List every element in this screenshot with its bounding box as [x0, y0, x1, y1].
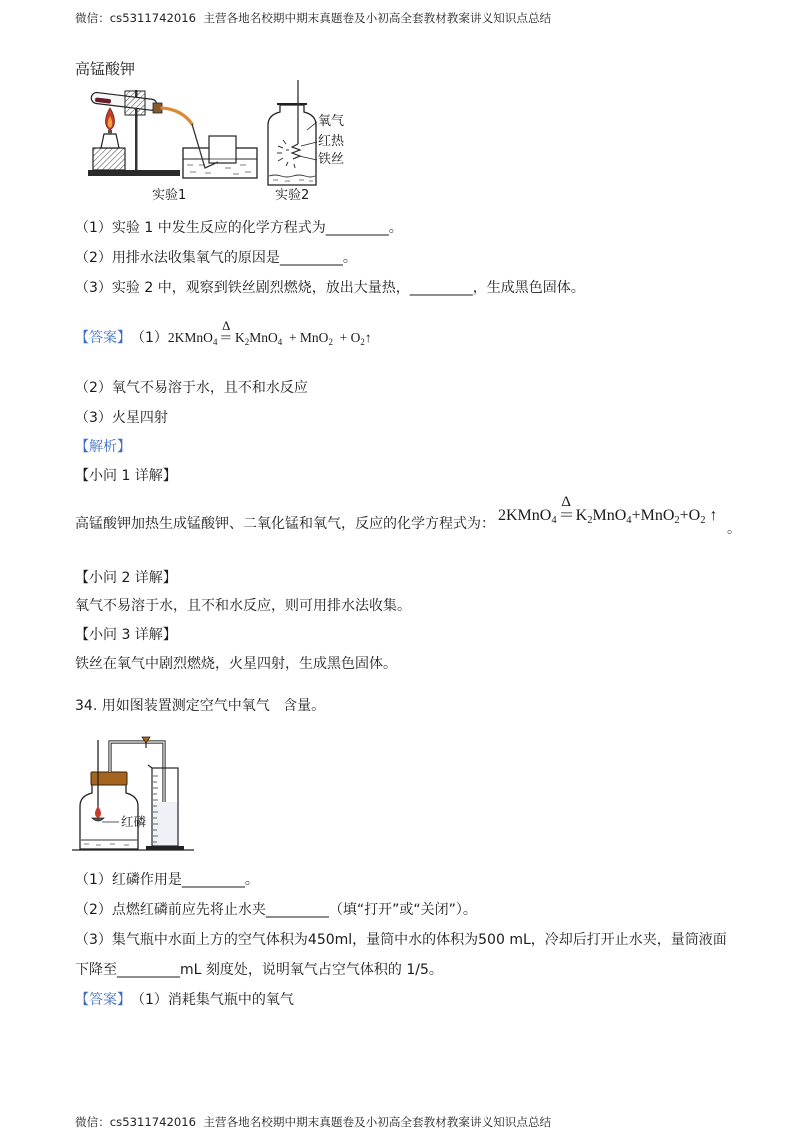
caption-experiment-2: 实验2 — [275, 188, 310, 203]
eq-gas-arrow: ↑ — [705, 507, 718, 524]
analysis-sub2-text: 氧气不易溶于水，且不和水反应，则可用排水法收集。 — [75, 598, 411, 614]
eq-reactant-subscript: 4 — [551, 515, 557, 527]
analysis-sub3-text: 铁丝在氧气中剧烈燃烧，火星四射，生成黑色固体。 — [75, 656, 397, 672]
analysis-sub3-title: 【小问 3 详解】 — [75, 627, 177, 643]
page-header: 微信：cs5311742016 主营各地名校期中期末真题卷及小初高全套教材教案讲义知识点总结 — [75, 11, 552, 25]
eq-product3-subscript: 2 — [700, 515, 706, 527]
answer-chemical-equation — [167, 318, 372, 348]
analysis-sub1-title: 【小问 1 详解】 — [75, 468, 177, 484]
eq-product1-part-a: K — [575, 507, 588, 524]
eq-reactant: 2KMnO — [498, 507, 552, 524]
eq-gas-arrow: ↑ — [364, 330, 372, 345]
cylinder-base — [146, 846, 184, 850]
lamp-block — [93, 148, 125, 170]
eq-product1-part-b: MnO — [249, 330, 278, 345]
alcohol-lamp — [101, 134, 119, 148]
q34-stem: 34. 用如图装置测定空气中氧气 含量。 — [75, 698, 326, 714]
eq-product1-subscript-a: 2 — [587, 515, 593, 527]
label-red-phosphorus: 红磷 — [121, 814, 147, 829]
eq-product3-subscript: 2 — [360, 336, 365, 347]
test-tube-clamp — [125, 91, 145, 115]
q34-question-3-continued: 下降至_________mL 刻度处，说明氧气占空气体积的 1/5。 — [75, 962, 443, 978]
analysis-sub1-end: 。 — [727, 521, 741, 537]
eq-reactant-subscript: 4 — [212, 336, 218, 347]
experiment-1-apparatus — [88, 90, 257, 178]
eq-product2: + MnO — [282, 330, 329, 345]
q33-answer-item-3: （3）火星四射 — [75, 410, 168, 426]
experiment-2-apparatus — [268, 80, 317, 185]
q33-answer-line-1 — [75, 318, 372, 348]
eq-product3: + O — [332, 330, 361, 345]
lamp-wick — [108, 130, 112, 134]
test-tube — [91, 92, 158, 111]
eq-product1-subscript-b: 4 — [626, 515, 632, 527]
q34-question-3: （3）集气瓶中水面上方的空气体积为450ml，量筒中水的体积为500 mL，冷却后打开止水夹，量筒液面 — [75, 932, 727, 948]
analysis-sub1-text: 高锰酸钾加热生成锰酸钾、二氧化锰和氧气，反应的化学方程式为： — [75, 516, 495, 532]
eq-reaction-condition — [557, 492, 576, 526]
figure-title: 高锰酸钾 — [75, 60, 136, 78]
trough-water-dashes — [187, 165, 251, 174]
eq-heat-symbol: Δ — [561, 492, 572, 510]
eq-equals-sign: = — [220, 330, 232, 345]
q33-question-1: （1）实验 1 中发生反应的化学方程式为_________。 — [75, 220, 403, 236]
analysis-tag: 【解析】 — [75, 439, 131, 455]
iron-stand-base — [88, 170, 180, 176]
eq-product1-part-a: K — [235, 330, 245, 345]
q34-answer-line — [75, 991, 294, 1009]
cylinder-water — [153, 802, 177, 845]
answer-item-number: （1） — [131, 330, 168, 346]
oxygen-content-apparatus-figure — [72, 736, 197, 854]
analysis-chemical-equation — [498, 492, 718, 528]
eq-product1-part-b: MnO — [592, 507, 627, 524]
eq-reactant: 2KMnO — [167, 330, 213, 345]
eq-product3: +O — [679, 507, 701, 524]
caption-experiment-1: 实验1 — [152, 188, 187, 203]
label-iron-wire: 铁丝 — [318, 152, 345, 167]
rubber-stopper — [91, 772, 127, 785]
eq-product2-subscript: 2 — [674, 515, 680, 527]
eq-reaction-condition — [217, 318, 235, 347]
q34-answer-item-1: （1）消耗集气瓶中的氧气 — [131, 992, 294, 1008]
q33-answer-item-2: （2）氧气不易溶于水，且不和水反应 — [75, 380, 308, 396]
eq-equals-sign: = — [559, 507, 573, 524]
eq-product2-subscript: 2 — [328, 336, 333, 347]
eq-heat-symbol: Δ — [222, 318, 231, 333]
rubber-delivery-tube — [162, 108, 192, 124]
eq-product1-subscript-a: 2 — [244, 336, 250, 347]
eq-product1-subscript-b: 4 — [277, 336, 283, 347]
q34-question-2: （2）点燃红磷前应先将止水夹_________（填“打开”或“关闭”）。 — [75, 902, 477, 918]
cylinder-spout — [148, 765, 152, 768]
answer-tag: 【答案】 — [75, 992, 131, 1008]
page-footer: 微信：cs5311742016 主营各地名校期中期末真题卷及小初高全套教材教案讲义知识点总结 — [75, 1115, 552, 1129]
experiment-apparatus-figure — [75, 78, 365, 188]
q34-question-1: （1）红磷作用是_________。 — [75, 872, 259, 888]
eq-product2: +MnO — [631, 507, 675, 524]
label-oxygen: 氧气 — [318, 114, 345, 129]
analysis-sub2-title: 【小问 2 详解】 — [75, 570, 177, 586]
q33-question-3: （3）实验 2 中，观察到铁丝剧烈燃烧，放出大量热，_________，生成黑色固体。 — [75, 280, 585, 296]
answer-tag: 【答案】 — [75, 330, 131, 346]
label-redhot: 红热 — [318, 134, 345, 149]
gas-jar — [268, 105, 316, 185]
q33-question-2: （2）用排水法收集氧气的原因是_________。 — [75, 250, 357, 266]
